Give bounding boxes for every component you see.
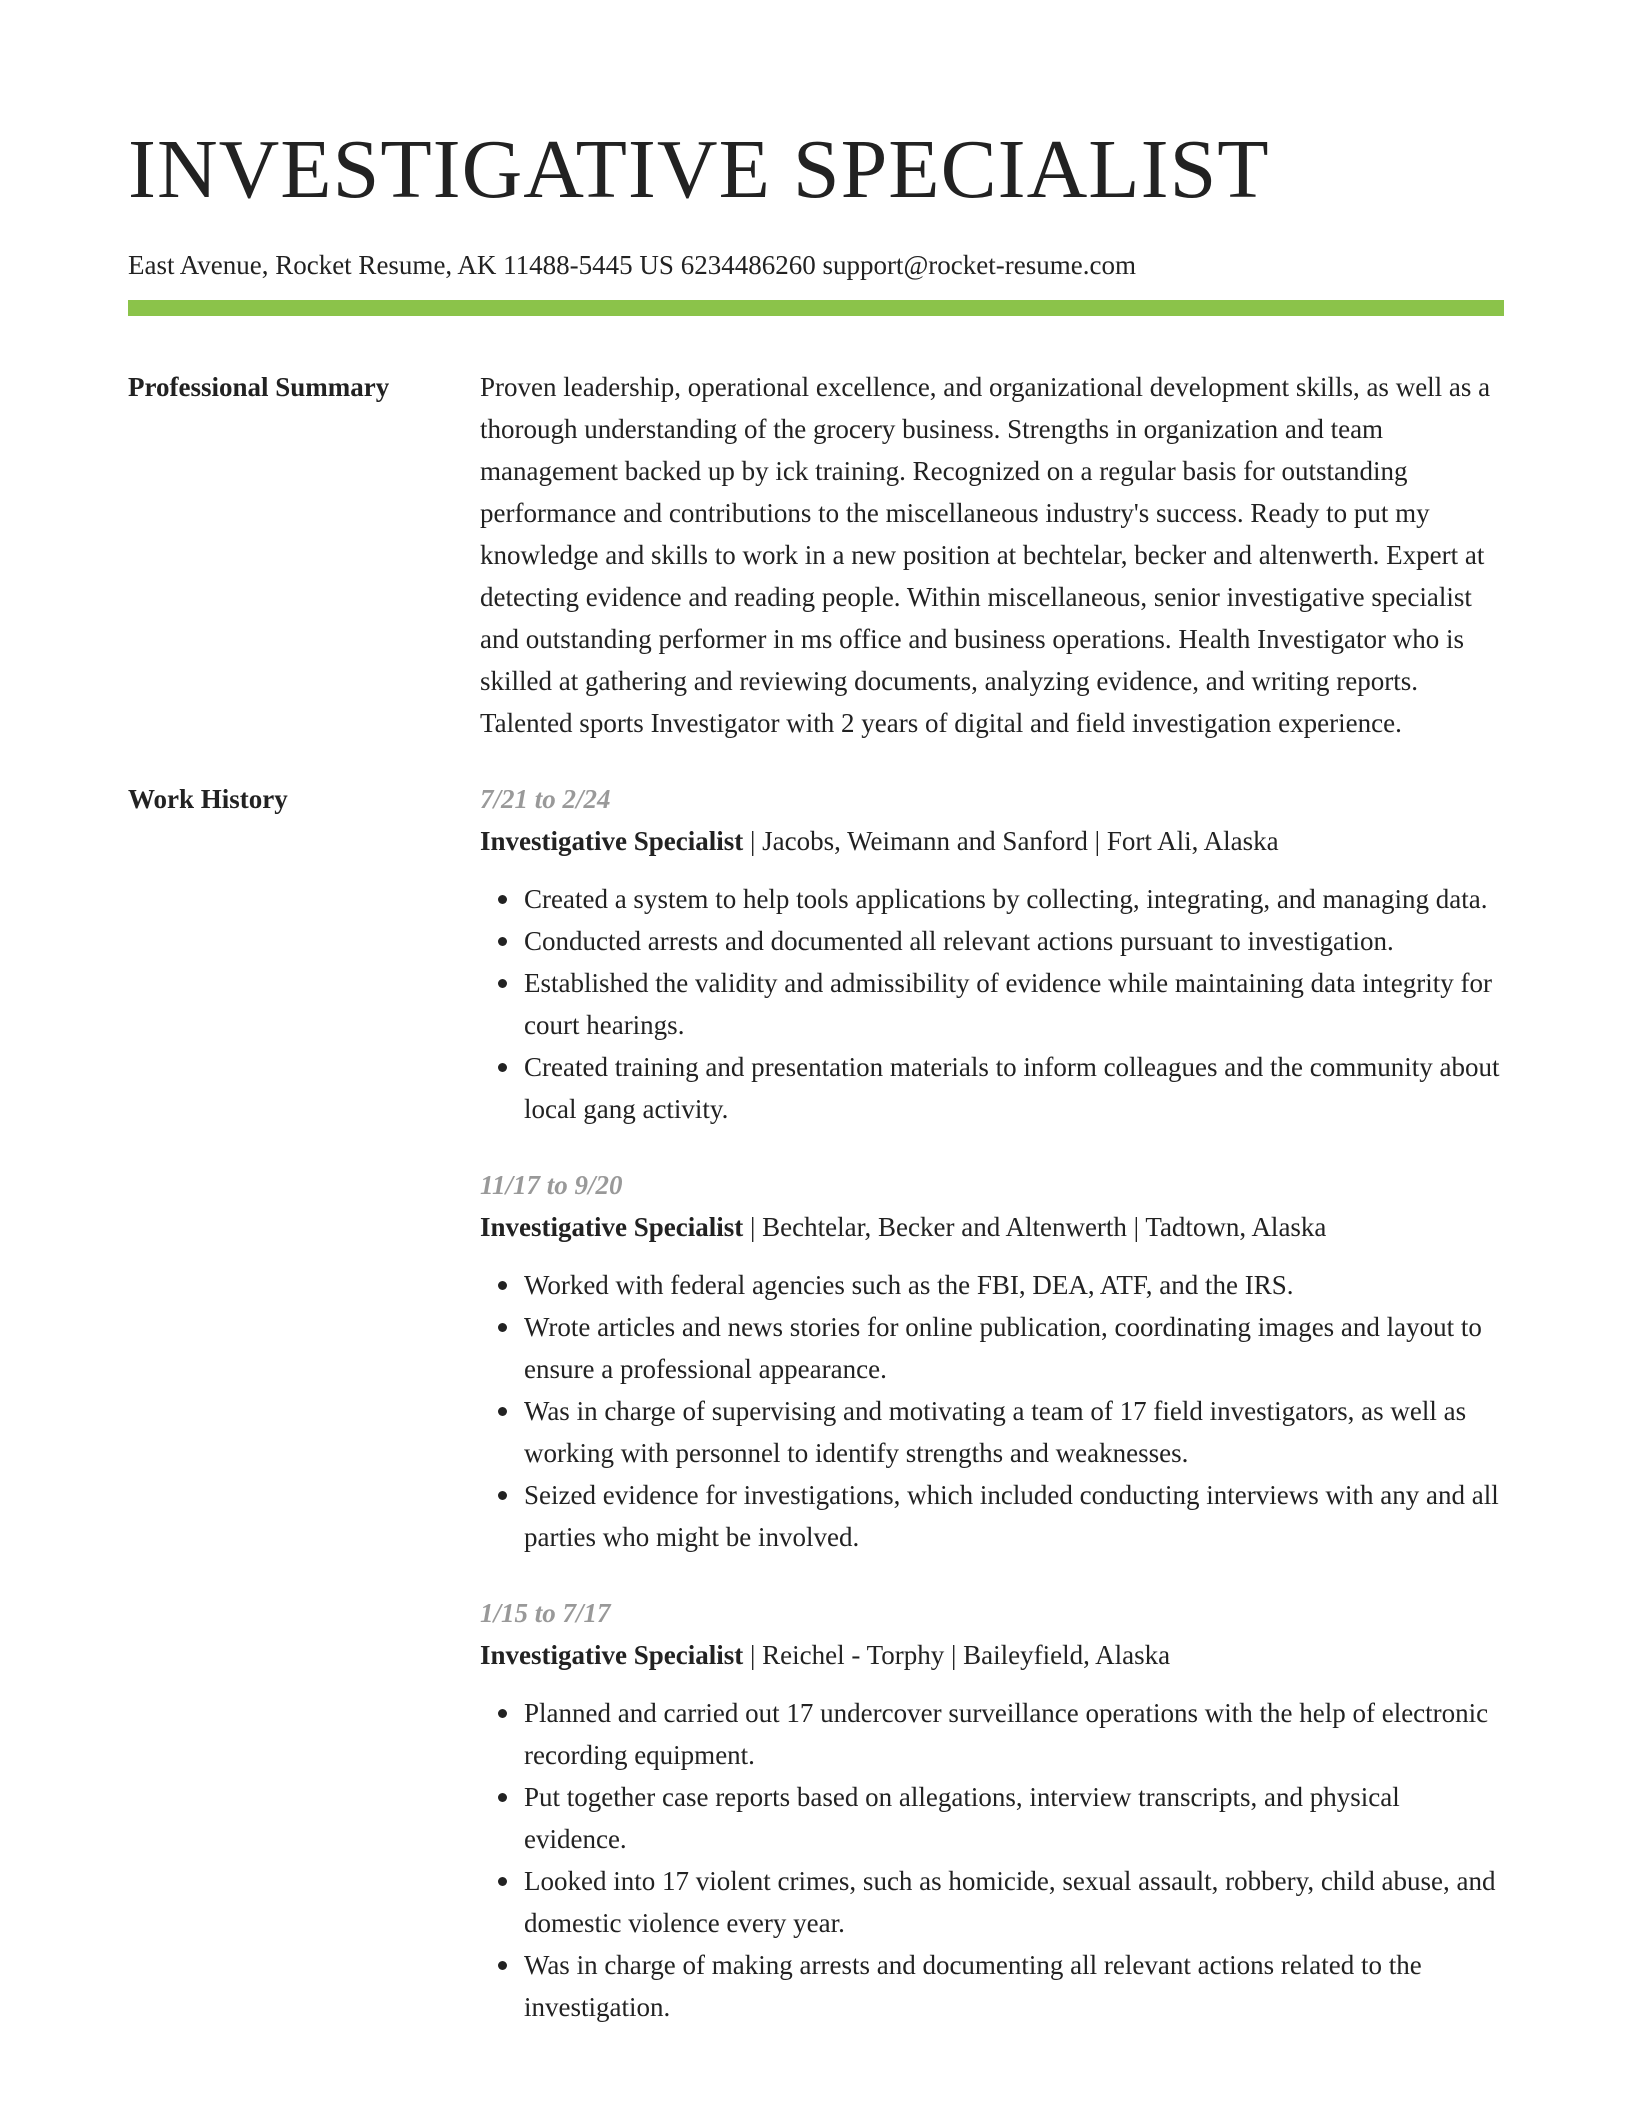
job-dates: 11/17 to 9/20 <box>480 1170 623 1200</box>
bullet-text: Wrote articles and news stories for online publication, coordinating images and layout to ensure a professional appearance. <box>524 1312 1482 1384</box>
list-item <box>524 962 1504 1046</box>
list-item <box>524 1860 1504 1944</box>
list-item <box>524 1390 1504 1474</box>
contact-line <box>128 248 1504 282</box>
job-title: Investigative Specialist <box>480 1212 744 1242</box>
bullet-text: Created training and presentation materials to inform colleagues and the community about local gang activity. <box>524 1052 1500 1124</box>
resume-name: INVESTIGATIVE SPECIALIST <box>128 123 1270 216</box>
job-heading-line <box>480 1634 1504 1676</box>
bullet-dot-icon <box>498 1323 507 1332</box>
list-item <box>524 1046 1504 1130</box>
bullet-dot-icon <box>498 1063 507 1072</box>
work-history-body <box>480 778 1504 2028</box>
job-entry <box>480 778 1504 1130</box>
job-title: Investigative Specialist <box>480 826 744 856</box>
list-item <box>524 920 1504 962</box>
job-employer-location: | Reichel - Torphy | Baileyfield, Alaska <box>743 1640 1171 1670</box>
bullet-dot-icon <box>498 1709 507 1718</box>
job-entry <box>480 1164 1504 1558</box>
bullet-text: Conducted arrests and documented all relevant actions pursuant to investigation. <box>524 926 1394 956</box>
summary-body <box>480 366 1504 744</box>
contact-phone: 6234486260 <box>680 250 816 280</box>
bullet-dot-icon <box>498 895 507 904</box>
list-item <box>524 1306 1504 1390</box>
work-history-section <box>128 778 1504 2028</box>
bullet-text: Was in charge of making arrests and documenting all relevant actions related to the investigation. <box>524 1950 1422 2022</box>
bullet-text: Established the validity and admissibility of evidence while maintaining data integrity for court hearings. <box>524 968 1493 1040</box>
bullet-dot-icon <box>498 937 507 946</box>
bullet-text: Planned and carried out 17 undercover surveillance operations with the help of electronic recording equipment. <box>524 1698 1489 1770</box>
bullet-text: Worked with federal agencies such as the FBI, DEA, ATF, and the IRS. <box>524 1270 1294 1300</box>
summary-text: Proven leadership, operational excellence, and organizational development skills, as well as a thorough understanding of the grocery business. Strengths in organization and team management backed up by ick training. Recognized on a regular basis for outstanding performance and contributions to the miscellaneous industry's success. Ready to put my knowledge and skills to work in a new position at bechtelar, becker and altenwerth. Expert at detecting evidence and reading people. Within miscellaneous, senior investigative specialist and outstanding performer in ms office and business operations. Health Investigator who is skilled at gathering and reviewing documents, analyzing evidence, and writing reports. Talented sports Investigator with 2 years of digital and field investigation experience. <box>480 372 1491 738</box>
list-item <box>524 1776 1504 1860</box>
job-entry <box>480 1592 1504 2028</box>
job-employer-location: | Bechtelar, Becker and Altenwerth | Tadtown, Alaska <box>743 1212 1327 1242</box>
bullet-dot-icon <box>498 1281 507 1290</box>
bullet-dot-icon <box>498 979 507 988</box>
summary-section <box>128 366 1504 744</box>
job-bullet-list <box>480 878 1504 1130</box>
job-heading-line <box>480 820 1504 862</box>
contact-email: support@rocket-resume.com <box>822 250 1136 280</box>
bullet-dot-icon <box>498 1491 507 1500</box>
contact-address: East Avenue, Rocket Resume, AK 11488-5445 US <box>128 250 674 280</box>
header-divider <box>128 300 1504 316</box>
bullet-dot-icon <box>498 1793 507 1802</box>
work-history-heading: Work History <box>128 784 288 814</box>
bullet-dot-icon <box>498 1407 507 1416</box>
bullet-text: Created a system to help tools applications by collecting, integrating, and managing data. <box>524 884 1488 914</box>
job-dates: 7/21 to 2/24 <box>480 784 611 814</box>
bullet-text: Put together case reports based on allegations, interview transcripts, and physical evidence. <box>524 1782 1400 1854</box>
summary-heading: Professional Summary <box>128 372 390 402</box>
list-item <box>524 1944 1504 2028</box>
job-bullet-list <box>480 1692 1504 2028</box>
bullet-dot-icon <box>498 1961 507 1970</box>
resume-page <box>128 120 1504 2028</box>
list-item <box>524 1264 1504 1306</box>
bullet-dot-icon <box>498 1877 507 1886</box>
job-dates: 1/15 to 7/17 <box>480 1598 611 1628</box>
job-title: Investigative Specialist <box>480 1640 744 1670</box>
job-bullet-list <box>480 1264 1504 1558</box>
bullet-text: Looked into 17 violent crimes, such as homicide, sexual assault, robbery, child abuse, and domestic violence every year. <box>524 1866 1496 1938</box>
bullet-text: Was in charge of supervising and motivating a team of 17 field investigators, as well as working with personnel to identify strengths and weaknesses. <box>524 1396 1467 1468</box>
list-item <box>524 878 1504 920</box>
bullet-text: Seized evidence for investigations, which included conducting interviews with any and all parties who might be involved. <box>524 1480 1499 1552</box>
job-heading-line <box>480 1206 1504 1248</box>
list-item <box>524 1692 1504 1776</box>
job-employer-location: | Jacobs, Weimann and Sanford | Fort Ali, Alaska <box>743 826 1279 856</box>
list-item <box>524 1474 1504 1558</box>
